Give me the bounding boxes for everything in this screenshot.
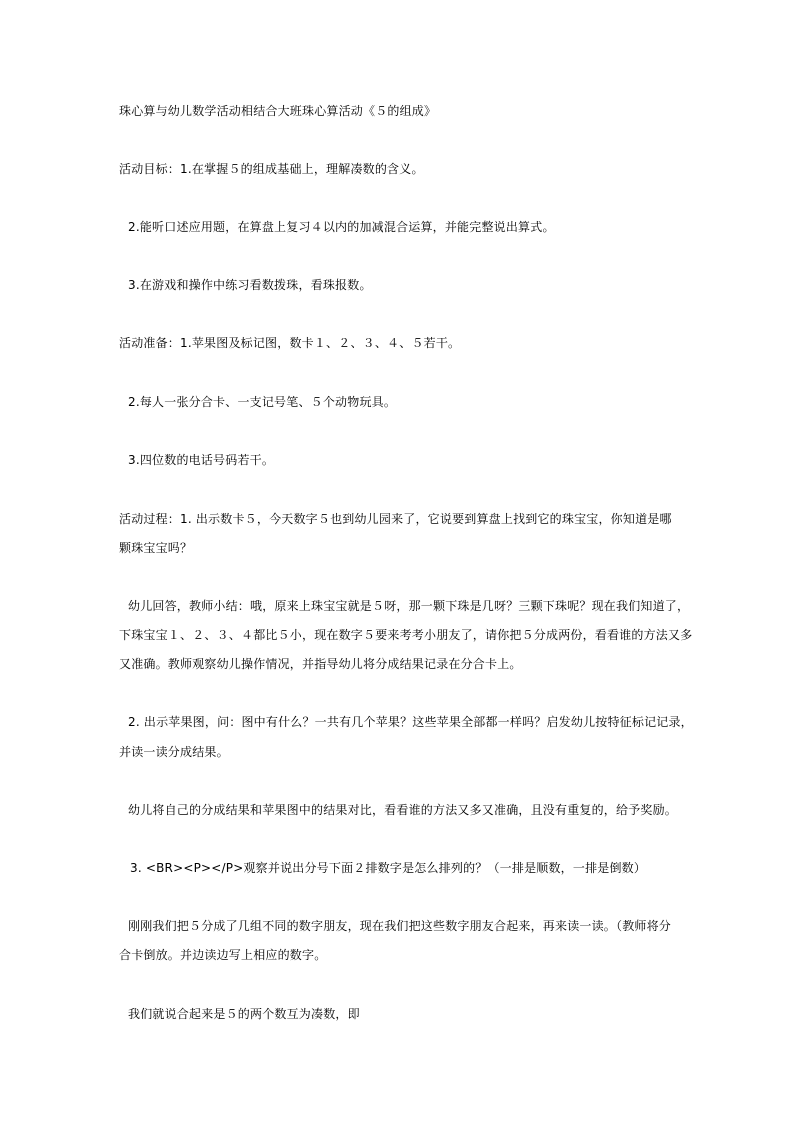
process-p2-line-2: 下珠宝宝１、２、３、４都比５小，现在数字５要来考考小朋友了，请你把５分成两份，看看谁的方法又多 [119,628,693,642]
process-p5-line-1: 3. <BR><P></P>观察并说出分号下面２排数字是怎么排列的？（一排是顺数，一排是倒数） [130,861,647,875]
goals-line-3: 3.在游戏和操作中练习看数拨珠，看珠报数。 [128,278,372,292]
process-p6-line-2: 合卡倒放。并边读边写上相应的数字。 [119,948,327,962]
process-p1-line-2: 颗珠宝宝吗？ [119,541,193,555]
document-title: 珠心算与幼儿数学活动相结合大班珠心算活动《５的组成》 [119,104,437,118]
process-p6-line-1: 刚刚我们把５分成了几组不同的数字朋友，现在我们把这些数字朋友合起来，再来读一读。（教师将分 [128,919,672,933]
process-p3-line-2: 并读一读分成结果。 [119,745,229,759]
prep-line-3: 3.四位数的电话号码若干。 [128,453,275,467]
process-p2-line-3: 又准确。教师观察幼儿操作情况，并指导幼儿将分成结果记录在分合卡上。 [119,657,522,671]
process-p7-line-1: 我们就说合起来是５的两个数互为凑数，即 [128,1007,360,1021]
process-p4-line-1: 幼儿将自己的分成结果和苹果图中的结果对比，看看谁的方法又多又准确，且没有重复的，给予奖励。 [128,803,678,817]
process-p3-line-1: 2. 出示苹果图，问：图中有什么？一共有几个苹果？这些苹果全部都一样吗？启发幼儿按特征标记记录， [128,715,693,729]
prep-line-1: 活动准备：1.苹果图及标记图，数卡１、２、３、４、５若干。 [119,336,461,350]
goals-line-2: 2.能听口述应用题，在算盘上复习４以内的加减混合运算，并能完整说出算式。 [128,220,555,234]
goals-line-1: 活动目标：1.在掌握５的组成基础上，理解凑数的含义。 [119,162,424,176]
process-p1-line-1: 活动过程：1. 出示数卡５，今天数字５也到幼儿园来了，它说要到算盘上找到它的珠宝宝，你知道是哪 [119,512,672,526]
prep-line-2: 2.每人一张分合卡、一支记号笔、５个动物玩具。 [128,395,397,409]
process-p2-line-1: 幼儿回答，教师小结：哦，原来上珠宝宝就是５呀，那一颗下珠是几呀？三颗下珠呢？现在我们知道了， [128,599,690,613]
